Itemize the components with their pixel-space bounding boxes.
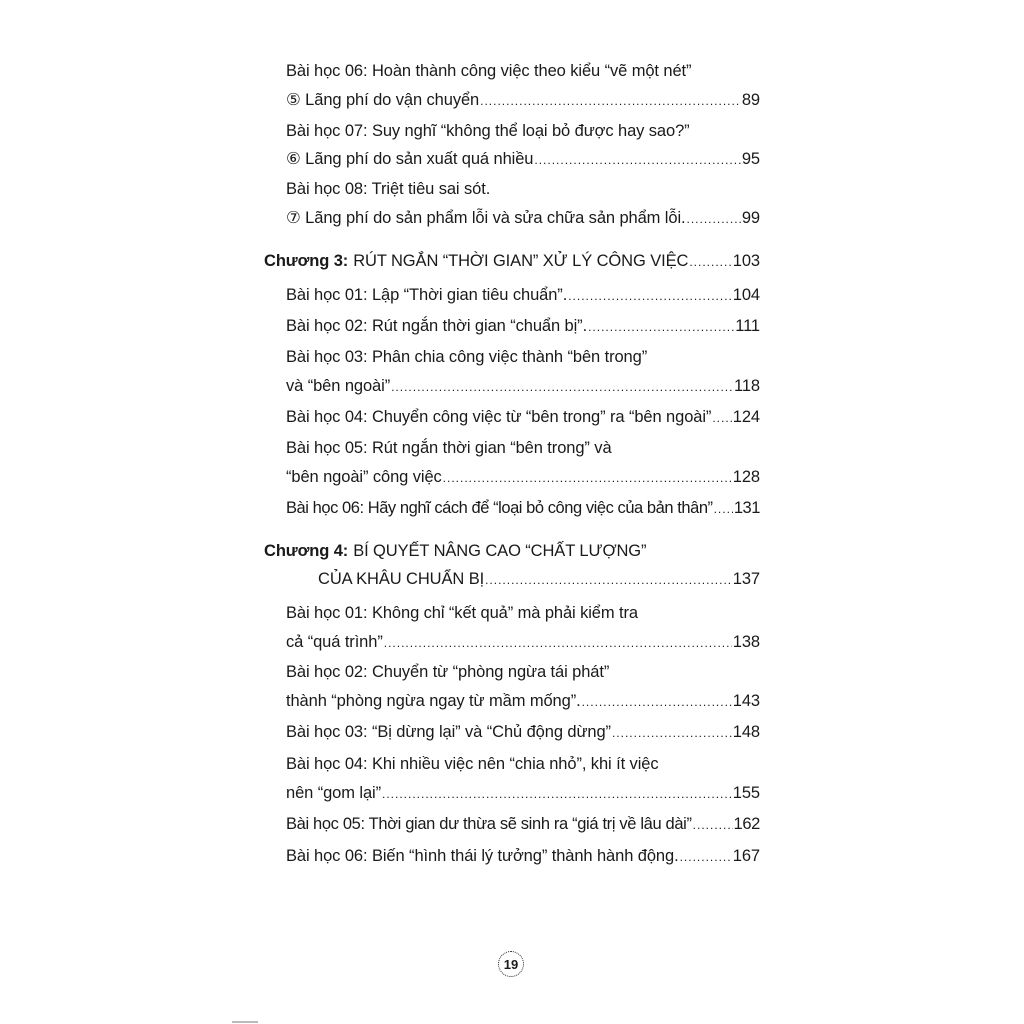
toc-entry-text: cả “quá trình” (286, 633, 383, 651)
toc-entry (286, 721, 760, 744)
toc-entry-text: ⑦ Lãng phí do sản phẩm lỗi và sửa chữa sản phẩm lỗi. (286, 209, 686, 227)
dot-leader (480, 90, 741, 112)
dot-leader (382, 783, 732, 805)
toc-entry-text: Bài học 05: Rút ngắn thời gian “bên trong” và (286, 439, 612, 457)
page-number-badge: 19 (498, 951, 524, 977)
toc-entry (286, 120, 760, 142)
toc-page-number: 137 (732, 570, 760, 588)
toc-entry-text: Bài học 05: Thời gian dư thừa sẽ sinh ra “giá trị về lâu dài” (286, 815, 692, 833)
chapter-title: BÍ QUYẾT NÂNG CAO “CHẤT LƯỢNG” (353, 542, 647, 560)
chapter-title: RÚT NGẮN “THỜI GIAN” XỬ LÝ CÔNG VIỆC (353, 252, 689, 270)
toc-page-number: 138 (732, 633, 760, 651)
chapter-label: Chương 3: (264, 252, 349, 270)
toc-entry-text: Bài học 01: Lập “Thời gian tiêu chuẩn”. (286, 286, 568, 304)
chapter-heading (264, 250, 760, 273)
toc-entry (286, 178, 760, 200)
toc-entry (286, 753, 760, 775)
toc-page-number: 155 (732, 784, 760, 802)
toc-entry (286, 315, 760, 338)
toc-entry (286, 631, 760, 654)
dot-leader (687, 208, 741, 230)
toc-entry (286, 782, 760, 805)
toc-page-number: 103 (732, 252, 760, 270)
chapter-heading-continued (318, 568, 760, 591)
dot-leader (384, 632, 732, 654)
dot-leader (588, 316, 734, 338)
dot-leader (712, 407, 731, 429)
toc-page-number: 167 (732, 847, 760, 865)
toc-entry-text: thành “phòng ngừa ngay từ mầm mống”. (286, 692, 581, 710)
toc-entry (286, 845, 760, 868)
toc-page-number: 143 (732, 692, 760, 710)
dot-leader (693, 814, 733, 836)
toc-entry-text: Bài học 06: Hoàn thành công việc theo kiểu “vẽ một nét” (286, 62, 692, 80)
chapter-label: Chương 4: (264, 542, 349, 560)
toc-entry (286, 661, 760, 683)
toc-entry (286, 690, 760, 713)
dot-leader (568, 285, 732, 307)
dot-leader (689, 251, 731, 273)
toc-entry-text: Bài học 03: “Bị dừng lại” và “Chủ động dừng” (286, 723, 611, 741)
toc-entry-text: Bài học 06: Biến “hình thái lý tưởng” thành hành động. (286, 847, 679, 865)
toc-entry (286, 89, 760, 112)
toc-entry-text: ⑤ Lãng phí do vận chuyển (286, 91, 480, 109)
toc-entry (286, 346, 760, 368)
toc-entry (286, 497, 760, 520)
chapter-heading (264, 540, 760, 562)
toc-page-number: 111 (735, 317, 760, 335)
toc-entry-text: Bài học 07: Suy nghĩ “không thể loại bỏ được hay sao?” (286, 122, 690, 140)
toc-entry (286, 375, 760, 398)
dot-leader (714, 498, 733, 520)
toc-page-number: 95 (741, 150, 760, 168)
toc-entry-text: Bài học 04: Khi nhiều việc nên “chia nhỏ”, khi ít việc (286, 755, 659, 773)
toc-page-number: 148 (732, 723, 760, 741)
toc-page-number: 131 (733, 499, 760, 517)
toc-entry (286, 207, 760, 230)
toc-entry (286, 437, 760, 459)
toc-entry (286, 466, 760, 489)
dot-leader (582, 691, 732, 713)
dot-leader (391, 376, 733, 398)
toc-entry-text: nên “gom lại” (286, 784, 381, 802)
toc-entry-text: Bài học 01: Không chỉ “kết quả” mà phải kiểm tra (286, 604, 638, 622)
dot-leader (612, 722, 732, 744)
toc-page-number: 124 (732, 408, 760, 426)
toc-page-number: 162 (733, 815, 760, 833)
toc-entry-text: Bài học 04: Chuyển công việc từ “bên trong” ra “bên ngoài” (286, 408, 712, 426)
page-edge-mark (232, 1021, 258, 1023)
toc-entry (286, 284, 760, 307)
dot-leader (443, 467, 732, 489)
toc-entry-text: “bên ngoài” công việc (286, 468, 442, 486)
toc-entry (286, 602, 760, 624)
toc-entry-text: Bài học 03: Phân chia công việc thành “bên trong” (286, 348, 648, 366)
toc-entry (286, 60, 760, 82)
toc-page-number: 104 (732, 286, 760, 304)
toc-page-number: 128 (732, 468, 760, 486)
toc-entry (286, 148, 760, 171)
toc-entry-text: ⑥ Lãng phí do sản xuất quá nhiều (286, 150, 534, 168)
toc-entry (286, 406, 760, 429)
toc-entry (286, 813, 760, 836)
toc-entry-text: Bài học 02: Rút ngắn thời gian “chuẩn bị”. (286, 317, 588, 335)
dot-leader (680, 846, 732, 868)
toc-entry-text: Bài học 08: Triệt tiêu sai sót. (286, 180, 491, 198)
dot-leader (485, 569, 732, 591)
toc-entry-text: và “bên ngoài” (286, 377, 391, 395)
toc-page-number: 118 (733, 377, 760, 395)
dot-leader (534, 149, 740, 171)
toc-page-number: 89 (741, 91, 760, 109)
chapter-title: CỦA KHÂU CHUẨN BỊ (318, 570, 485, 588)
toc-entry-text: Bài học 06: Hãy nghĩ cách để “loại bỏ công việc của bản thân” (286, 499, 713, 517)
toc-entry-text: Bài học 02: Chuyển từ “phòng ngừa tái phát” (286, 663, 610, 681)
toc-page-number: 99 (741, 209, 760, 227)
